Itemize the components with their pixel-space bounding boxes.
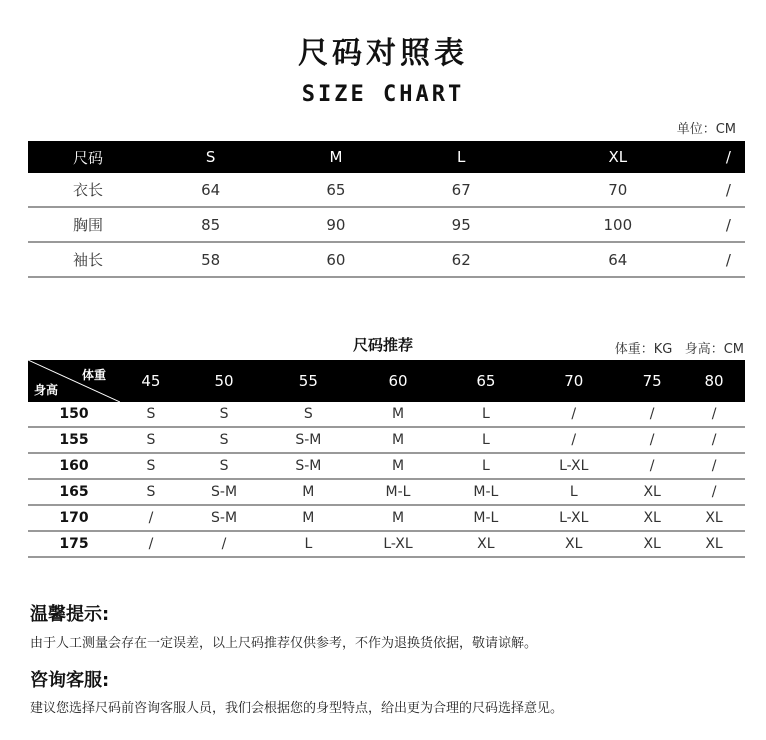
table-cell: S-M: [182, 479, 266, 505]
weight-header-cell: 80: [683, 360, 745, 402]
weight-header-cell: 45: [120, 360, 182, 402]
service-text: 建议您选择尺码前咨询客服人员，我们会根据您的身型特点，给出更为合理的尺码选择意见。: [30, 701, 564, 716]
weight-header-cell: 60: [351, 360, 446, 402]
table-cell: L: [526, 479, 621, 505]
table-row: [28, 531, 745, 557]
table-cell: 58: [148, 242, 273, 277]
table-cell: XL: [683, 505, 745, 531]
table-row: [28, 402, 745, 427]
table-cell: S: [182, 453, 266, 479]
weight-header-cell: 50: [182, 360, 266, 402]
table-cell: /: [621, 453, 683, 479]
table-cell: 袖长: [28, 242, 148, 277]
table-cell: M: [266, 505, 350, 531]
height-cell: 160: [28, 453, 120, 479]
table-cell: /: [712, 207, 745, 242]
table-row: [28, 453, 745, 479]
table-cell: XL: [621, 479, 683, 505]
table-row: [28, 207, 745, 242]
table-row: [28, 505, 745, 531]
table-cell: 64: [148, 173, 273, 207]
table-cell: L: [445, 427, 526, 453]
service-title: 咨询客服:: [30, 670, 110, 691]
table-cell: /: [683, 427, 745, 453]
table-cell: S: [120, 427, 182, 453]
table-cell: 90: [273, 207, 398, 242]
table-cell: /: [120, 505, 182, 531]
table-cell: /: [621, 402, 683, 427]
table-cell: L-XL: [526, 505, 621, 531]
table-cell: /: [683, 402, 745, 427]
table-row: [28, 173, 745, 207]
table-cell: M: [351, 453, 446, 479]
table-cell: 100: [524, 207, 712, 242]
weight-header-cell: 55: [266, 360, 350, 402]
table-cell: S: [120, 402, 182, 427]
table-cell: XL: [621, 531, 683, 557]
table-cell: L-XL: [526, 453, 621, 479]
table-cell: 60: [273, 242, 398, 277]
weight-header-cell: 75: [621, 360, 683, 402]
table-cell: 67: [399, 173, 524, 207]
size-header-cell: S: [148, 141, 273, 173]
table-cell: 62: [399, 242, 524, 277]
table-cell: M-L: [351, 479, 446, 505]
table-row: [28, 479, 745, 505]
table-cell: XL: [526, 531, 621, 557]
size-unit-label: 单位：CM: [676, 122, 736, 137]
table-cell: S: [120, 479, 182, 505]
table-cell: /: [683, 479, 745, 505]
weight-header-cell: 65: [445, 360, 526, 402]
table-cell: S: [182, 427, 266, 453]
table-cell: M: [351, 505, 446, 531]
table-cell: L: [445, 402, 526, 427]
corner-weight-label: 体重: [81, 368, 106, 382]
size-recommend-table: [28, 360, 745, 558]
size-header-cell: /: [712, 141, 745, 173]
table-cell: S-M: [266, 453, 350, 479]
table-cell: L-XL: [351, 531, 446, 557]
table-cell: S-M: [182, 505, 266, 531]
table-cell: /: [120, 531, 182, 557]
page-subtitle: SIZE CHART: [301, 82, 465, 107]
table-cell: /: [526, 402, 621, 427]
table-cell: 65: [273, 173, 398, 207]
corner-cell: [28, 360, 120, 402]
table-cell: 70: [524, 173, 712, 207]
size-header-row: [28, 141, 745, 173]
table-cell: M-L: [445, 479, 526, 505]
height-cell: 175: [28, 531, 120, 557]
table-cell: S: [120, 453, 182, 479]
table-cell: XL: [621, 505, 683, 531]
table-cell: XL: [683, 531, 745, 557]
size-chart-table: [28, 141, 745, 278]
table-cell: 85: [148, 207, 273, 242]
table-cell: /: [526, 427, 621, 453]
size-header-cell: L: [399, 141, 524, 173]
height-cell: 170: [28, 505, 120, 531]
size-header-cell: XL: [524, 141, 712, 173]
page-title: 尺码对照表: [298, 36, 468, 71]
height-cell: 155: [28, 427, 120, 453]
table-cell: L: [445, 453, 526, 479]
table-row: [28, 427, 745, 453]
weight-header-cell: 70: [526, 360, 621, 402]
table-cell: M: [351, 427, 446, 453]
height-cell: 150: [28, 402, 120, 427]
table-cell: /: [712, 173, 745, 207]
table-cell: /: [712, 242, 745, 277]
tips-text: 由于人工测量会存在一定误差，以上尺码推荐仅供参考，不作为退换货依据，敬请谅解。: [30, 636, 538, 651]
table-cell: /: [182, 531, 266, 557]
table-cell: M-L: [445, 505, 526, 531]
tips-title: 温馨提示:: [30, 604, 110, 625]
table-cell: /: [621, 427, 683, 453]
table-cell: S-M: [266, 427, 350, 453]
recommend-title: 尺码推荐: [352, 336, 413, 354]
table-cell: S: [266, 402, 350, 427]
height-cell: 165: [28, 479, 120, 505]
recommend-unit-label: 体重：KG 身高：CM: [614, 342, 744, 357]
table-cell: 胸围: [28, 207, 148, 242]
table-cell: L: [266, 531, 350, 557]
table-cell: M: [266, 479, 350, 505]
size-header-cell: M: [273, 141, 398, 173]
table-cell: 衣长: [28, 173, 148, 207]
table-cell: 64: [524, 242, 712, 277]
table-cell: S: [182, 402, 266, 427]
table-cell: 95: [399, 207, 524, 242]
recommend-header-row: [28, 360, 745, 402]
table-cell: M: [351, 402, 446, 427]
size-header-cell: 尺码: [28, 141, 148, 173]
table-row: [28, 242, 745, 277]
corner-height-label: 身高: [34, 383, 59, 397]
table-cell: /: [683, 453, 745, 479]
table-cell: XL: [445, 531, 526, 557]
